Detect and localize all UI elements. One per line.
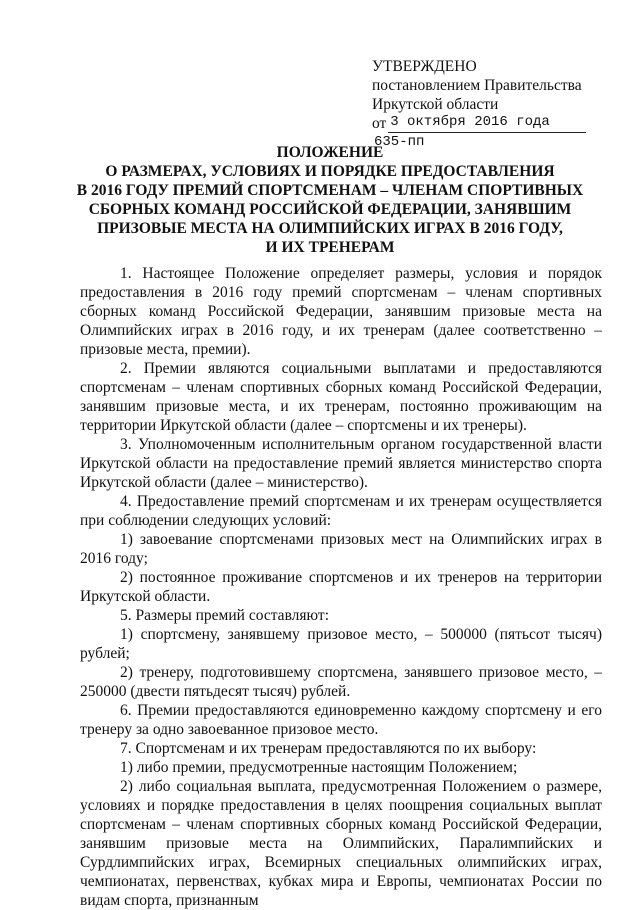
approval-resolution: постановлением Правительства [372,77,582,94]
document-body [80,264,602,910]
paragraph-2: 2. Премии являются социальными выплатами и предоставляются спортсменам – членам спортивных сборных команд Российской Федерации, занявшим призовые места, и их тренерам, постоянно проживающим на территории Иркутской области (далее – спортсмены и их тренеры). [80,360,602,434]
approval-stamp [372,57,612,154]
approval-date-value: 3 октября 2016 года [390,114,550,130]
title-line-2: О РАЗМЕРАХ, УСЛОВИЯХ И ПОРЯДКЕ ПРЕДОСТАВЛЕНИЯ [105,163,555,180]
title-line-6: И ИХ ТРЕНЕРАМ [265,239,395,256]
approval-date-prefix: от [372,115,387,132]
approval-date-line [372,114,612,135]
paragraph-4: 4. Предоставление премий спортсменам и их тренерам осуществляется при соблюдении следующих условий: [80,493,602,529]
document-title [60,143,600,257]
paragraph-5-item-2: 2) тренеру, подготовившему спортсмена, занявшего призовое место, – 250000 (двести пятьдесят тысяч) рублей. [80,664,602,700]
paragraph-5-item-1: 1) спортсмену, занявшему призовое место, – 500000 (пятьсот тысяч) рублей; [80,626,602,662]
paragraph-4-item-1: 1) завоевание спортсменами призовых мест на Олимпийских играх в 2016 году; [80,531,602,567]
title-line-1: ПОЛОЖЕНИЕ [276,144,384,161]
paragraph-6: 6. Премии предоставляются единовременно каждому спортсмену и его тренеру за одно завоеванное призовое место. [80,702,602,738]
approval-heading: УТВЕРЖДЕНО [372,58,477,75]
approval-number: 635-пп [374,134,425,150]
title-line-4: СБОРНЫХ КОМАНД РОССИЙСКОЙ ФЕДЕРАЦИИ, ЗАНЯВШИМ [88,201,572,218]
paragraph-3: 3. Уполномоченным исполнительным органом государственной власти Иркутской области на предоставление премий является министерство спорта Иркутской области (далее – министерство). [80,436,602,491]
paragraph-5: 5. Размеры премий составляют: [120,607,330,624]
paragraph-7-item-2: 2) либо социальная выплата, предусмотренная Положением о размере, условиях и порядке предоставления в целях поощрения социальных выплат спортсменам – членам спортивных сборных команд Российской Федерации, занявшим призовые места на Олимпийских, Паралимпийских и Сурдлимпийских играх, Всемирных специальных олимпийских играх, чемпионатах, первенствах, кубках мира и Европы, чемпионатах России по видам спорта, признанным [80,778,602,909]
title-line-3: В 2016 ГОДУ ПРЕМИЙ СПОРТСМЕНАМ – ЧЛЕНАМ СПОРТИВНЫХ [76,182,584,199]
paragraph-1: 1. Настоящее Положение определяет размеры, условия и порядок предоставления в 2016 году премий спортсменам – членам спортивных сборных команд Российской Федерации, занявшим призовые места на Олимпийских играх в 2016 году, и их тренерам (далее соответственно – призовые места, премии). [80,265,602,358]
title-line-5: ПРИЗОВЫЕ МЕСТА НА ОЛИМПИЙСКИХ ИГРАХ В 2016 ГОДУ, [97,220,563,237]
paragraph-7: 7. Спортсменам и их тренерам предоставляются по их выбору: [120,740,537,757]
paragraph-7-item-1: 1) либо премии, предусмотренные настоящим Положением; [120,759,518,776]
approval-region: Иркутской области [372,96,499,113]
paragraph-4-item-2: 2) постоянное проживание спортсменов и их тренеров на территории Иркутской области. [80,569,602,605]
